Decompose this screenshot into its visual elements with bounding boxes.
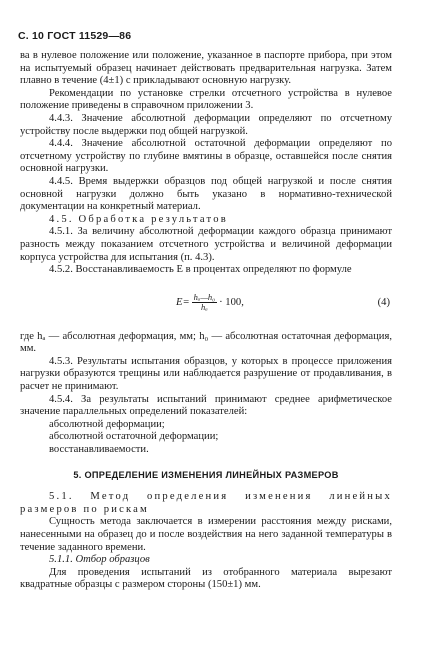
paragraph-continuation: ва в нулевое положение или положение, указанное в паспорте прибора, при этом на испытуемый образец начинает действовать предварительная нагрузка. Затем плавно в течение (4±1) с прикладывают основную нагрузку. [20,50,392,87]
formula-number: (4) [377,296,390,308]
list-item: абсолютной остаточной деформации; [49,431,219,443]
paragraph-4-5-2: 4.5.2. Восстанавливаемость E в процентах определяют по формуле [49,264,352,276]
paragraph-4-5-3: 4.5.3. Результаты испытания образцов, у которых в процессе приложения нагрузки образуются трещины или наблюдается разрушение от продавливания, в расчет не принимают. [20,355,392,393]
heading-5-1: 5.1. Метод определения изменения линейных размеров по рискам [20,491,392,515]
paragraph-4-5-1: 4.5.1. За величину абсолютной деформации каждого образца принимают разность между показанием отсчетного устройства и величиной деформации корпуса устройства для испытания (п. 4.3). [20,226,392,263]
paragraph-5-1: Сущность метода заключается в измерении расстояния между рисками, нанесенными на образец до и после воздействия на него заданной температуры в течение заданного времени. [20,516,392,553]
page-header: С. 10 ГОСТ 11529—86 [18,30,132,42]
paragraph-4-5-4: 4.5.4. За результаты испытаний принимают среднее арифметическое значение параллельных определений показателей: [20,393,392,418]
paragraph-4-4-4: 4.4.4. Значение абсолютной остаточной деформации определяют по отсчетному устройству по глубине вмятины в образце, оставшейся после снятия основной нагрузки. [20,138,392,175]
paragraph-recommendation: Рекомендации по установке стрелки отсчетного устройства в нулевое положение приведены в справочном приложении 3. [20,87,392,112]
formula-4 [20,285,392,325]
formula-rhs: · 100, [219,296,244,308]
document-body [20,50,392,592]
list-item: восстанавливаемости. [49,444,149,456]
heading-5-1-1: 5.1.1. Отбор образцов [49,554,150,566]
heading-4-5: 4.5. Обработка результатов [49,213,228,225]
formula-lhs: E= [176,296,190,308]
formula-expression [176,293,244,312]
section-5-title: 5. ОПРЕДЕЛЕНИЕ ИЗМЕНЕНИЯ ЛИНЕЙНЫХ РАЗМЕРОВ [73,469,339,480]
paragraph-4-4-3: 4.4.3. Значение абсолютной деформации определяют по отсчетному устройству после выдержки под общей нагрузкой. [20,112,392,137]
formula-fraction [192,293,218,312]
formula-numerator: hₐ—h₀ [193,291,216,302]
paragraph-5-1-1: Для проведения испытаний из отобранного материала вырезают квадратные образцы с размером стороны (150±1) мм. [20,566,392,591]
formula-denominator: hₐ [201,301,208,312]
paragraph-4-4-5: 4.4.5. Время выдержки образцов под общей нагрузкой и после снятия основной нагрузки должно быть указано в нормативно-технической документации на конкретный материал. [20,175,392,213]
list-item: абсолютной деформации; [49,418,165,430]
paragraph-where: где hₐ — абсолютная деформация, мм; h₀ — абсолютная остаточная деформация, мм. [20,330,392,355]
